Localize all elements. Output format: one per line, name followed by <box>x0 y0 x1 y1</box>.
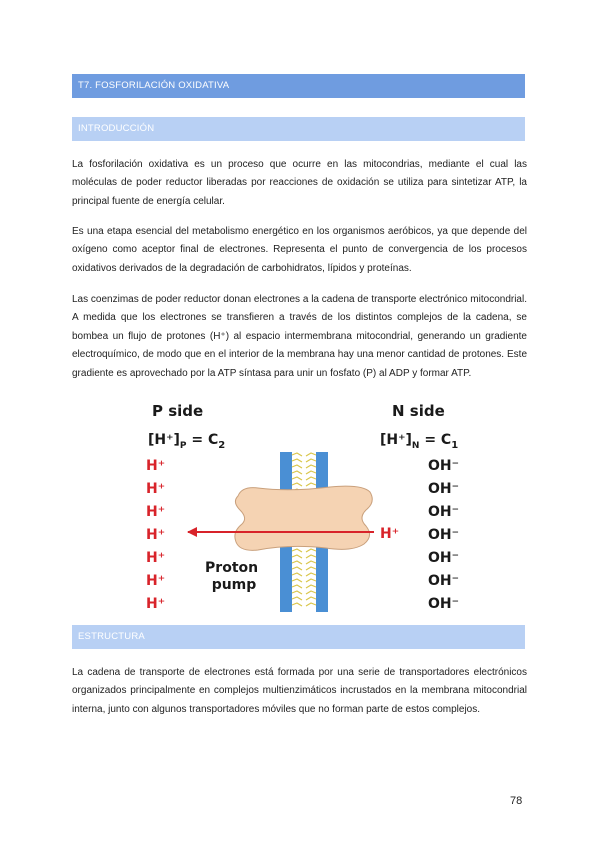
proton-pump-figure <box>130 392 470 617</box>
proton-label: H⁺ <box>146 573 166 589</box>
lipid-tail-left <box>292 555 302 558</box>
section-header-introduccion <box>72 117 525 141</box>
lipid-tail-left <box>292 579 302 582</box>
lipid-tail-right <box>306 477 316 480</box>
lipid-tail-left <box>292 573 302 576</box>
proton-label: H⁺ <box>146 481 166 497</box>
lipid-tail-right <box>306 573 316 576</box>
lipid-tail-left <box>292 471 302 474</box>
hydroxide-label: OH⁻ <box>428 550 460 566</box>
proton-pump-protein <box>235 486 372 550</box>
p-concentration-equation: $[H^+]_P = C_2$ <box>148 432 226 451</box>
hydroxide-label: OH⁻ <box>428 573 460 589</box>
lipid-tail-left <box>292 591 302 594</box>
proton-label: H⁺ <box>146 527 166 543</box>
lipid-tail-left <box>292 477 302 480</box>
lipid-tail-right <box>306 453 316 456</box>
lipid-tail-right <box>306 585 316 588</box>
lipid-tail-left <box>292 561 302 564</box>
proton-label: H⁺ <box>146 504 166 520</box>
lipid-tail-right <box>306 597 316 600</box>
lipid-tail-right <box>306 603 316 606</box>
hydroxide-label: OH⁻ <box>428 458 460 474</box>
lipid-tail-right <box>306 555 316 558</box>
lipid-tail-right <box>306 567 316 570</box>
lipid-tail-right <box>306 465 316 468</box>
hydroxide-label: OH⁻ <box>428 527 460 543</box>
lipid-tail-left <box>292 459 302 462</box>
hydroxide-label: OH⁻ <box>428 481 460 497</box>
n-side-hydroxides <box>428 458 459 612</box>
section-header-estructura <box>72 625 525 649</box>
proton-label: H⁺ <box>146 596 166 612</box>
lipid-tail-right <box>306 471 316 474</box>
lipid-tail-left <box>292 597 302 600</box>
n-side-label: N side <box>392 402 445 420</box>
lipid-tail-left <box>292 567 302 570</box>
lipid-tail-left <box>292 603 302 606</box>
lipid-tail-right <box>306 591 316 594</box>
hydroxide-label: OH⁻ <box>428 596 460 612</box>
lipid-tail-right <box>306 459 316 462</box>
lipid-tail-right <box>306 561 316 564</box>
paragraph-intro-2: Es una etapa esencial del metabolismo energético en los organismos aeróbicos, ya que depende del oxígeno como aceptor final de electrones. Representa el punto de convergencia de los procesos oxidativos derivados de la degradación de carbohidratos, lípidos y proteínas. <box>72 226 527 274</box>
lipid-tail-left <box>292 483 302 486</box>
section-title-intro: INTRODUCCIÓN <box>78 123 155 134</box>
hydroxide-label: OH⁻ <box>428 504 460 520</box>
lipid-tail-left <box>292 453 302 456</box>
chapter-title: T7. FOSFORILACIÓN OXIDATIVA <box>78 80 230 91</box>
proton-pump-label: Proton pump <box>205 560 259 593</box>
n-concentration-equation: $[H^+]_N = C_1$ <box>380 432 459 451</box>
p-side-protons <box>146 458 165 612</box>
lipid-tail-left <box>292 465 302 468</box>
lipid-tail-right <box>306 549 316 552</box>
section-title-structure: ESTRUCTURA <box>78 631 145 642</box>
p-side-label: P side <box>152 402 204 420</box>
paragraph-structure-1: La cadena de transporte de electrones está formada por una serie de transportadores electrónicos organizados principalmente en complejos multienzimáticos incrustados en la membrana mitocondrial interna, junto con algunos transportadores móviles que no forman parte de estos complejos. <box>72 667 527 715</box>
lipid-tail-right <box>306 579 316 582</box>
proton-label: H⁺ <box>146 458 166 474</box>
arrow-proton-label: H⁺ <box>380 526 400 542</box>
paragraph-intro-1: La fosforilación oxidativa es un proceso que ocurre en las mitocondrias, mediante el cual las moléculas de poder reductor liberadas por reacciones de oxidación se utiliza para sintetizar ATP, la principal fuente de energía celular. <box>72 159 527 207</box>
lipid-tail-left <box>292 585 302 588</box>
chapter-title-bar <box>72 74 525 98</box>
proton-label: H⁺ <box>146 550 166 566</box>
lipid-tail-right <box>306 483 316 486</box>
page-number: 78 <box>510 795 523 807</box>
lipid-tail-left <box>292 549 302 552</box>
paragraph-intro-3: Las coenzimas de poder reductor donan electrones a la cadena de transporte electrónico mitocondrial. A medida que los electrones se transfieren a través de los distintos complejos de la cadena, se bombea un flujo de protones (H⁺) al espacio intermembrana mitocondrial, generando un gradiente electroquímico, de modo que en el interior de la membrana hay una menor cantidad de protones. Este gradiente es aprovechado por la ATP síntasa para unir un fosfato (P) al ADP y formar ATP. <box>72 294 527 379</box>
